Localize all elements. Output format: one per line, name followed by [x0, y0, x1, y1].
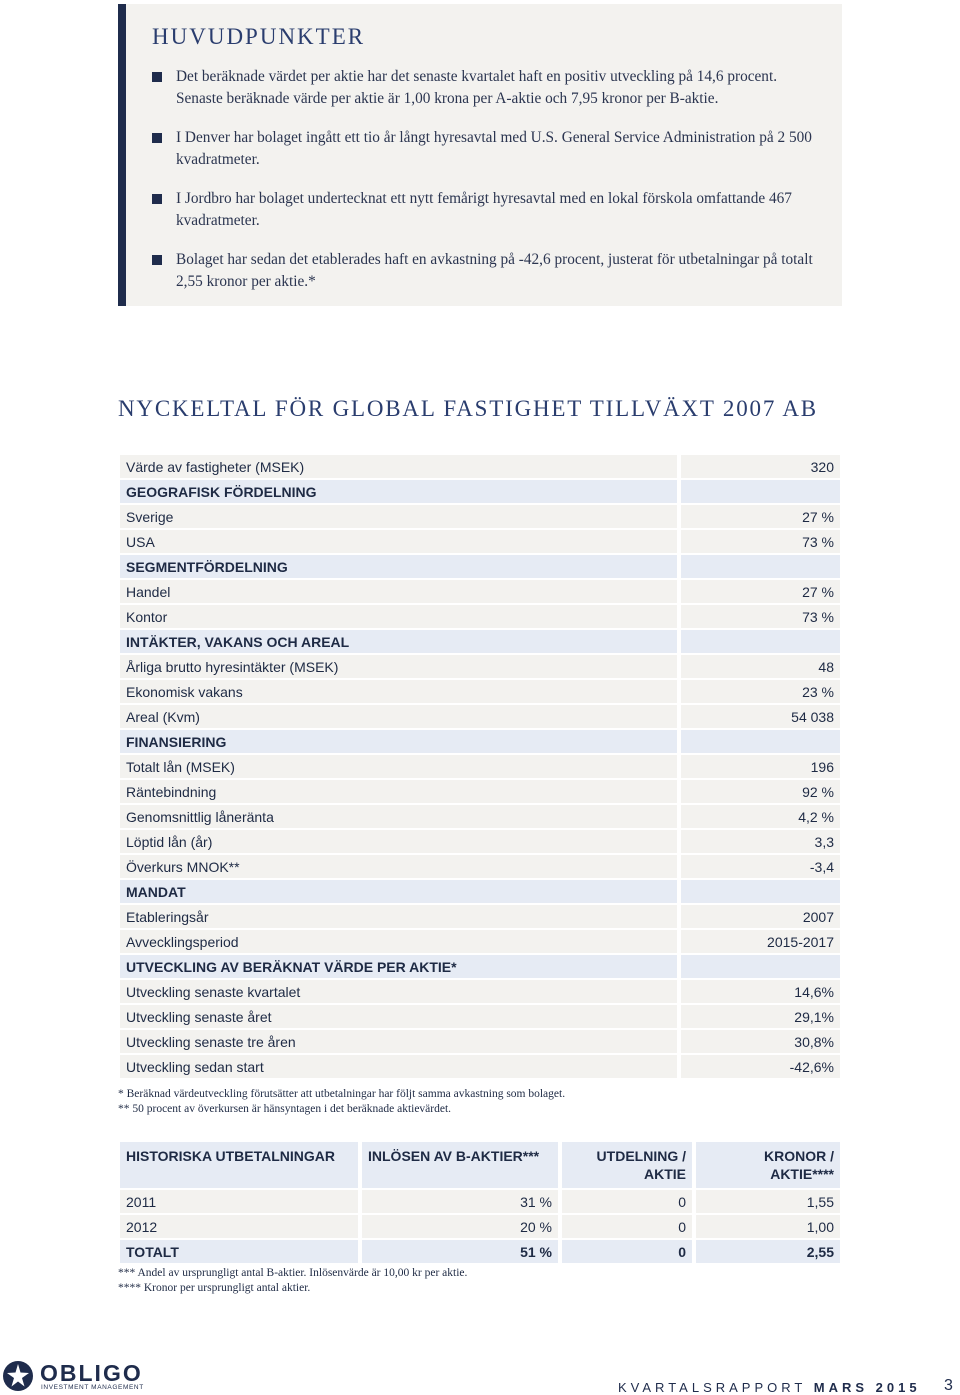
row-label: Ekonomisk vakans: [120, 680, 677, 703]
column-header: HISTORISKA UTBETALNINGAR: [120, 1142, 358, 1188]
row-value: 3,3: [677, 830, 840, 853]
table-row: [120, 680, 840, 703]
row-value: 29,1%: [677, 1005, 840, 1028]
row-label: Räntebindning: [120, 780, 677, 803]
section-header-row: [120, 880, 840, 903]
highlights-list: [152, 66, 824, 310]
table-cell: 0: [558, 1190, 692, 1213]
row-value: 92 %: [677, 780, 840, 803]
highlight-item: [152, 249, 824, 293]
bullet-square-icon: [152, 194, 162, 204]
table-cell: 2011: [120, 1190, 358, 1213]
historical-payouts-table: [120, 1140, 840, 1265]
row-value: 320: [677, 455, 840, 478]
footnote: **** Kronor per ursprungligt antal aktier.: [118, 1282, 311, 1294]
row-label: Sverige: [120, 505, 677, 528]
row-value: [677, 730, 840, 753]
table-row: [120, 505, 840, 528]
highlight-item: [152, 127, 824, 171]
row-label: Löptid lån (år): [120, 830, 677, 853]
highlight-text: I Jordbro har bolaget undertecknat ett nytt femårigt hyresavtal med en lokal förskola omfattande 467 kvadratmeter.: [176, 190, 792, 229]
section-header-row: [120, 630, 840, 653]
bullet-square-icon: [152, 255, 162, 265]
report-prefix: KVARTALSRAPPORT: [618, 1380, 807, 1395]
table-row: [120, 1030, 840, 1053]
section-header-row: [120, 955, 840, 978]
row-value: 73 %: [677, 530, 840, 553]
row-label: Kontor: [120, 605, 677, 628]
row-value: 196: [677, 755, 840, 778]
row-label: Genomsnittlig låneränta: [120, 805, 677, 828]
table-row: [120, 455, 840, 478]
row-label: Värde av fastigheter (MSEK): [120, 455, 677, 478]
row-label: Utveckling senaste tre åren: [120, 1030, 677, 1053]
row-value: -3,4: [677, 855, 840, 878]
section-header-row: [120, 480, 840, 503]
report-label: [618, 1380, 921, 1395]
row-value: 14,6%: [677, 980, 840, 1003]
row-value: 27 %: [677, 505, 840, 528]
table-row: [120, 605, 840, 628]
row-value: 27 %: [677, 580, 840, 603]
page-number: 3: [944, 1377, 953, 1394]
row-label: Handel: [120, 580, 677, 603]
row-label: MANDAT: [120, 880, 677, 903]
bullet-square-icon: [152, 133, 162, 143]
row-label: Etableringsår: [120, 905, 677, 928]
table-row: [120, 830, 840, 853]
table-total-row: [120, 1240, 840, 1263]
logo-wordmark: OBLIGO: [40, 1360, 143, 1386]
highlight-text: Bolaget har sedan det etablerades haft en avkastning på -42,6 procent, justerat för utbetalningar på totalt 2,55 kronor per aktie.*: [176, 251, 813, 290]
table-row: [120, 980, 840, 1003]
logo-subtitle: INVESTMENT MANAGEMENT: [41, 1384, 144, 1391]
table-cell: 31 %: [358, 1190, 558, 1213]
section-header-row: [120, 730, 840, 753]
report-period: MARS 2015: [813, 1380, 921, 1395]
row-value: 23 %: [677, 680, 840, 703]
key-figures-table: [120, 453, 840, 1080]
highlight-text: I Denver har bolaget ingått ett tio år långt hyresavtal med U.S. General Service Administration på 2 500 kvadratmeter.: [176, 129, 812, 168]
highlights-accent-bar: [118, 4, 126, 306]
row-label: Totalt lån (MSEK): [120, 755, 677, 778]
row-value: 2007: [677, 905, 840, 928]
row-label: Utveckling senaste kvartalet: [120, 980, 677, 1003]
table-cell: TOTALT: [120, 1240, 358, 1263]
table-cell: 1,00: [692, 1215, 840, 1238]
row-label: Areal (Kvm): [120, 705, 677, 728]
bullet-square-icon: [152, 72, 162, 82]
footnote: ** 50 procent av överkursen är hänsyntagen i det beräknade aktievärdet.: [118, 1103, 452, 1115]
table-row: [120, 1215, 840, 1238]
table-cell: 51 %: [358, 1240, 558, 1263]
row-label: Utveckling sedan start: [120, 1055, 677, 1078]
row-value: 30,8%: [677, 1030, 840, 1053]
column-header: INLÖSEN AV B-AKTIER***: [358, 1142, 558, 1188]
table-row: [120, 655, 840, 678]
table-row: [120, 855, 840, 878]
key-figures-footnotes: [118, 1087, 565, 1117]
table-row: [120, 580, 840, 603]
footnote: * Beräknad värdeutveckling förutsätter att utbetalningar har följt samma avkastning som bolaget.: [118, 1088, 566, 1100]
table-row: [120, 930, 840, 953]
row-label: USA: [120, 530, 677, 553]
row-value: 73 %: [677, 605, 840, 628]
table-header-row: [120, 1142, 840, 1188]
highlight-text: Det beräknade värdet per aktie har det senaste kvartalet haft en positiv utveckling på 14,6 procent. Senaste beräknade värde per aktie är 1,00 krona per A-aktie och 7,95 kronor per B-aktie.: [176, 68, 778, 107]
table-cell: 1,55: [692, 1190, 840, 1213]
row-value: 4,2 %: [677, 805, 840, 828]
row-label: Avvecklingsperiod: [120, 930, 677, 953]
table-cell: 2012: [120, 1215, 358, 1238]
column-header: UTDELNING / AKTIE: [558, 1142, 692, 1188]
row-label: Överkurs MNOK**: [120, 855, 677, 878]
table-row: [120, 705, 840, 728]
table-cell: 0: [558, 1240, 692, 1263]
row-label: SEGMENTFÖRDELNING: [120, 555, 677, 578]
table-row: [120, 755, 840, 778]
table-row: [120, 780, 840, 803]
row-value: 54 038: [677, 705, 840, 728]
row-label: GEOGRAFISK FÖRDELNING: [120, 480, 677, 503]
highlight-item: [152, 188, 824, 232]
historical-footnotes: [118, 1266, 467, 1296]
highlight-item: [152, 66, 824, 110]
row-label: FINANSIERING: [120, 730, 677, 753]
key-figures-title: NYCKELTAL FÖR GLOBAL FASTIGHET TILLVÄXT 2007 AB: [118, 396, 818, 421]
column-header: KRONOR / AKTIE****: [692, 1142, 840, 1188]
row-value: [677, 630, 840, 653]
table-cell: 0: [558, 1215, 692, 1238]
table-row: [120, 905, 840, 928]
row-value: 48: [677, 655, 840, 678]
row-value: [677, 555, 840, 578]
table-cell: 20 %: [358, 1215, 558, 1238]
row-label: Årliga brutto hyresintäkter (MSEK): [120, 655, 677, 678]
row-value: -42,6%: [677, 1055, 840, 1078]
table-row: [120, 1055, 840, 1078]
section-header-row: [120, 555, 840, 578]
highlights-title: HUVUDPUNKTER: [152, 24, 366, 49]
row-value: 2015-2017: [677, 930, 840, 953]
table-row: [120, 1005, 840, 1028]
footnote: *** Andel av ursprungligt antal B-aktier. Inlösenvärde är 10,00 kr per aktie.: [118, 1267, 468, 1279]
table-cell: 2,55: [692, 1240, 840, 1263]
row-value: [677, 480, 840, 503]
row-value: [677, 880, 840, 903]
row-value: [677, 955, 840, 978]
table-row: [120, 805, 840, 828]
table-row: [120, 530, 840, 553]
table-row: [120, 1190, 840, 1213]
row-label: Utveckling senaste året: [120, 1005, 677, 1028]
row-label: INTÄKTER, VAKANS OCH AREAL: [120, 630, 677, 653]
row-label: UTVECKLING AV BERÄKNAT VÄRDE PER AKTIE*: [120, 955, 677, 978]
